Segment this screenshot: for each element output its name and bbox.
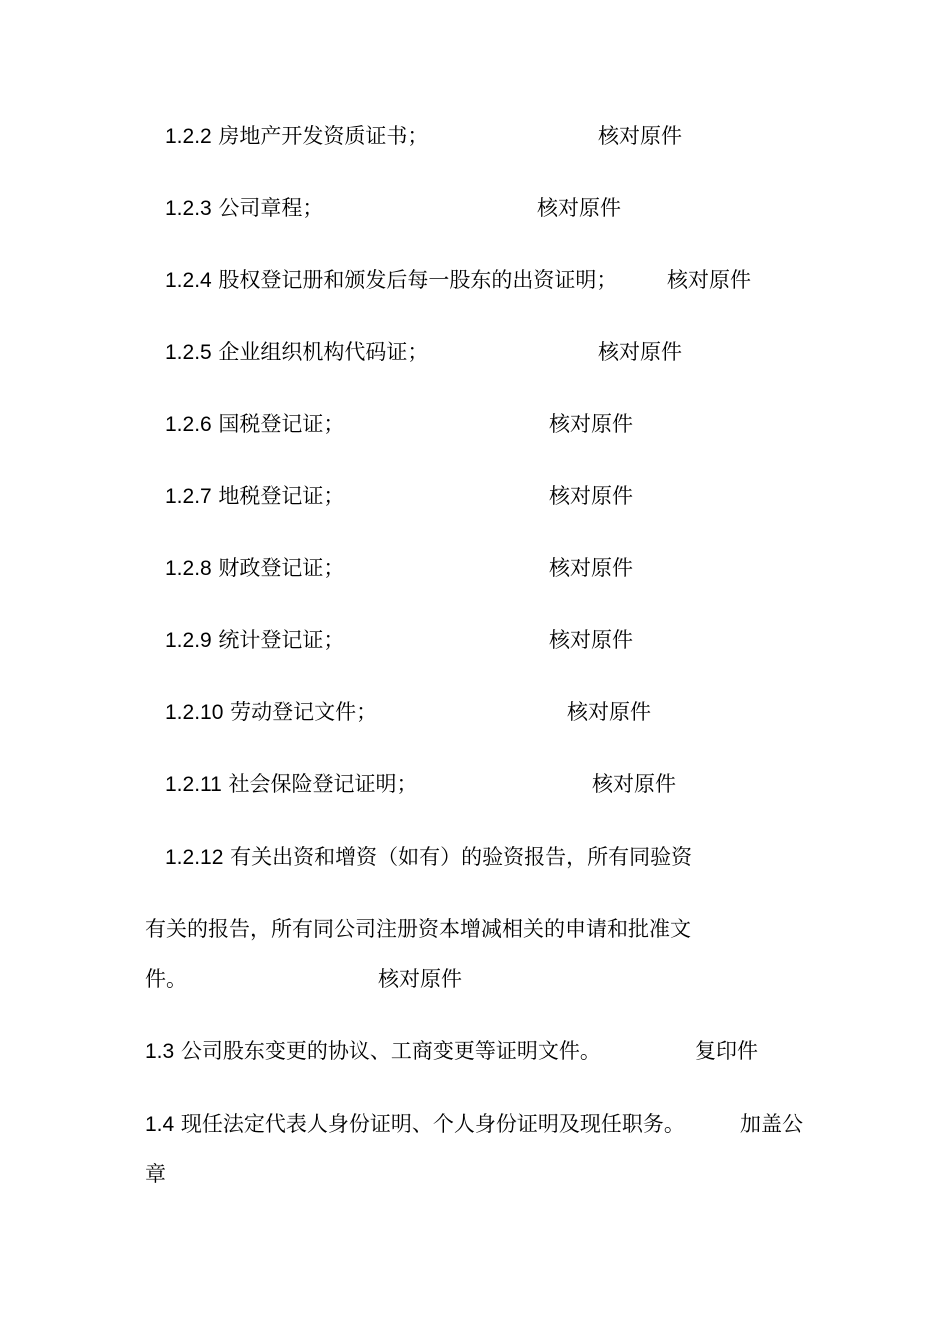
item-status-continued: 章: [145, 1162, 166, 1186]
item-status: 核对原件: [598, 340, 682, 364]
item-status: 核对原件: [549, 556, 633, 580]
item-number: 1.2.2: [165, 125, 212, 148]
item-status: 核对原件: [592, 772, 676, 796]
item-1-2-10: [165, 698, 377, 727]
item-number: 1.2.10: [165, 701, 224, 724]
item-status: 核对原件: [667, 268, 751, 292]
item-1-4: [145, 1110, 685, 1139]
item-text: 有关出资和增资（如有）的验资报告，所有同验资: [230, 845, 693, 869]
item-status: 核对原件: [549, 484, 633, 508]
item-status: 加盖公: [740, 1112, 803, 1136]
item-status: 核对原件: [567, 700, 651, 724]
item-text: 公司股东变更的协议、工商变更等证明文件。: [180, 1039, 601, 1063]
item-1-2-9: [165, 626, 344, 655]
item-text: 房地产开发资质证书；: [218, 124, 429, 148]
item-number: 1.4: [145, 1113, 175, 1136]
item-text-continued: 有关的报告，所有同公司注册资本增减相关的申请和批准文: [145, 917, 691, 941]
item-status: 核对原件: [537, 196, 621, 220]
item-text: 社会保险登记证明；: [228, 772, 418, 796]
item-status: 核对原件: [549, 412, 633, 436]
item-status: 复印件: [695, 1039, 758, 1063]
item-1-2-5: [165, 338, 428, 367]
item-text-continued: 件。: [145, 967, 187, 991]
item-1-2-7: [165, 482, 344, 511]
item-text: 统计登记证；: [218, 628, 345, 652]
item-number: 1.2.12: [165, 846, 224, 869]
item-1-2-4: [165, 266, 617, 295]
item-number: 1.2.7: [165, 485, 212, 508]
item-text: 股权登记册和颁发后每一股东的出资证明；: [218, 268, 618, 292]
item-1-2-8: [165, 554, 344, 583]
item-text: 财政登记证；: [218, 556, 345, 580]
item-number: 1.2.6: [165, 413, 212, 436]
item-number: 1.2.9: [165, 629, 212, 652]
item-text: 企业组织机构代码证；: [218, 340, 429, 364]
item-1-3: [145, 1037, 601, 1066]
item-text: 地税登记证；: [218, 484, 345, 508]
item-number: 1.3: [145, 1040, 175, 1063]
item-number: 1.2.4: [165, 269, 212, 292]
item-number: 1.2.11: [165, 773, 222, 796]
item-1-2-6: [165, 410, 344, 439]
item-status: 核对原件: [549, 628, 633, 652]
item-status: 核对原件: [598, 124, 682, 148]
item-1-2-12: [165, 843, 692, 872]
item-text: 公司章程；: [218, 196, 324, 220]
item-text: 现任法定代表人身份证明、个人身份证明及现任职务。: [180, 1112, 685, 1136]
item-1-2-2: [165, 122, 428, 151]
item-1-2-3: [165, 194, 323, 223]
item-status: 核对原件: [378, 967, 462, 991]
item-text: 劳动登记文件；: [230, 700, 378, 724]
item-number: 1.2.8: [165, 557, 212, 580]
item-text: 国税登记证；: [218, 412, 345, 436]
item-number: 1.2.5: [165, 341, 212, 364]
item-1-2-11: [165, 770, 418, 799]
item-number: 1.2.3: [165, 197, 212, 220]
